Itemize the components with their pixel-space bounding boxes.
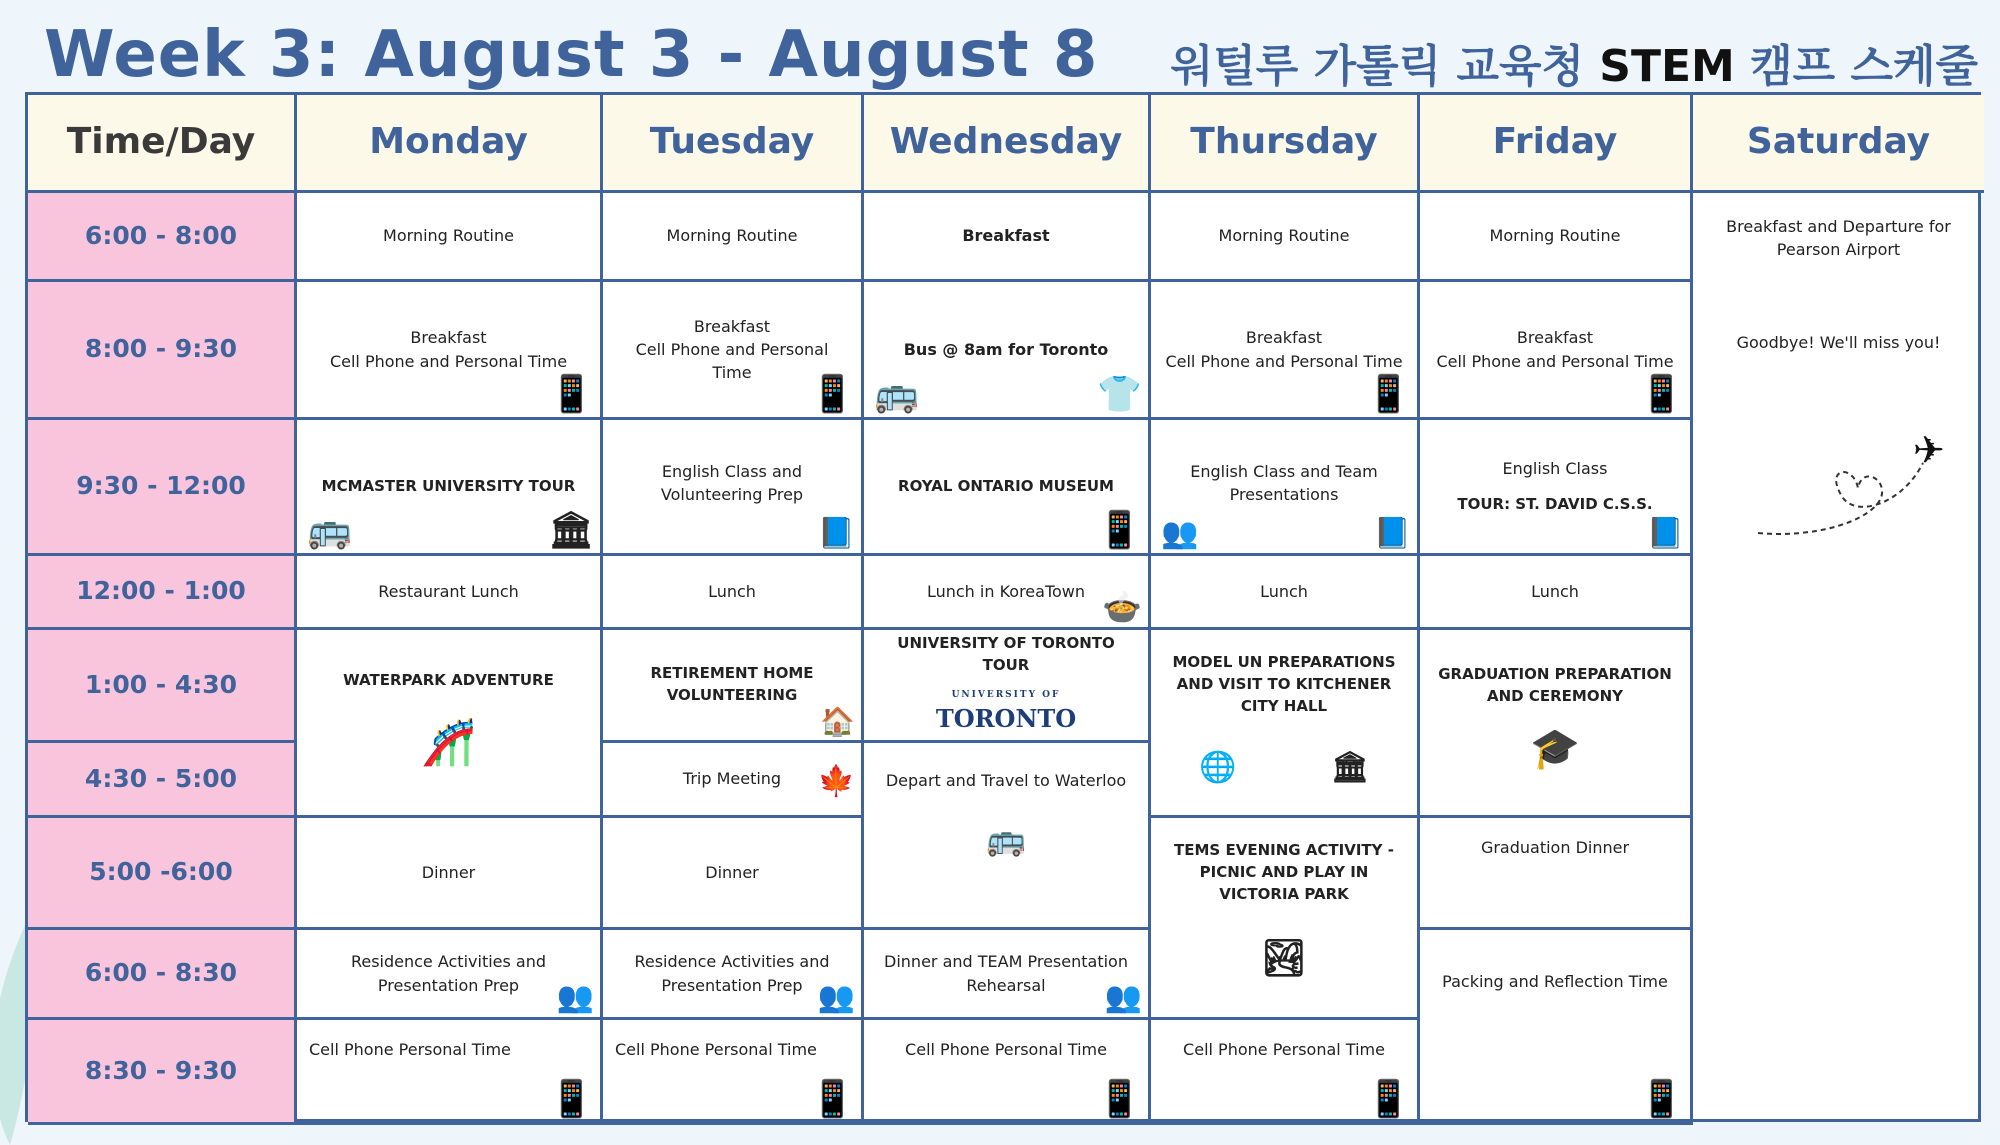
header-tuesday: Tuesday	[603, 95, 864, 193]
tuesday-english-class: English Class and Volunteering Prep 📘	[603, 420, 864, 556]
header-time-day: Time/Day	[28, 95, 297, 193]
tuesday-residence: Residence Activities and Presentation Prep 👥	[603, 930, 864, 1020]
thursday-english-class: English Class and Team Presentations 👥 📘	[1151, 420, 1420, 556]
home-icon: 🏠	[820, 705, 855, 738]
waterslide-icon: 🎢	[421, 717, 476, 769]
book-icon: 📘	[1646, 516, 1684, 551]
thursday-model-un: MODEL UN PREPARATIONS AND VISIT TO KITCHENER CITY HALL 🌐 🏛	[1151, 630, 1420, 818]
book-icon: 📘	[817, 516, 855, 551]
phone-icon: 📱	[1366, 374, 1411, 415]
friday-graduation-dinner: Graduation Dinner	[1420, 818, 1693, 930]
time-slot: 6:00 - 8:30	[28, 930, 297, 1020]
park-icon: 🏞	[1261, 938, 1307, 980]
time-slot: 9:30 - 12:00	[28, 420, 297, 556]
phone-icon: 📱	[1366, 1079, 1411, 1120]
team-icon: 👥	[1161, 516, 1199, 551]
tuesday-dinner: Dinner	[603, 818, 864, 930]
time-slot: 6:00 - 8:00	[28, 193, 297, 282]
monday-mcmaster-tour: MCMASTER UNIVERSITY TOUR 🚌 🏛	[297, 420, 603, 556]
friday-morning-routine: Morning Routine	[1420, 193, 1693, 282]
friday-breakfast: Breakfast Cell Phone and Personal Time 📱	[1420, 282, 1693, 420]
schedule-grid	[25, 92, 1981, 1122]
thursday-morning-routine: Morning Routine	[1151, 193, 1420, 282]
bus-icon: 🚌	[874, 374, 919, 415]
phone-icon: 📱	[1097, 510, 1142, 551]
tuesday-volunteering: RETIREMENT HOME VOLUNTEERING 🏠	[603, 630, 864, 743]
header-saturday: Saturday	[1693, 95, 1984, 193]
wednesday-breakfast: Breakfast	[864, 193, 1151, 282]
time-slot: 5:00 -6:00	[28, 818, 297, 930]
wednesday-rom: ROYAL ONTARIO MUSEUM 📱	[864, 420, 1151, 556]
phone-icon: 📱	[549, 374, 594, 415]
team-icon: 👥	[1104, 980, 1142, 1015]
phone-icon: 📱	[1639, 1079, 1684, 1120]
friday-english-tour: English Class TOUR: ST. DAVID C.S.S. 📘	[1420, 420, 1693, 556]
page-subtitle: 워털루 가톨릭 교육청 STEM 캠프 스케줄	[1170, 41, 1978, 92]
wednesday-depart-waterloo: Depart and Travel to Waterloo 🚌	[864, 743, 1151, 930]
thursday-phone-time: Cell Phone Personal Time 📱	[1151, 1020, 1420, 1125]
friday-graduation: GRADUATION PREPARATION AND CEREMONY 🎓	[1420, 630, 1693, 818]
tuesday-lunch: Lunch	[603, 556, 864, 630]
wednesday-lunch: Lunch in KoreaTown 🍲	[864, 556, 1151, 630]
header-wednesday: Wednesday	[864, 95, 1151, 193]
phone-icon: 📱	[1639, 374, 1684, 415]
maple-leaf-icon: 🍁	[817, 764, 855, 799]
thursday-tems-activity: TEMS EVENING ACTIVITY - PICNIC AND PLAY IN VICTORIA PARK 🏞	[1151, 818, 1420, 1020]
bus-icon: 🚌	[986, 820, 1026, 859]
tuesday-breakfast: Breakfast Cell Phone and Personal Time 📱	[603, 282, 864, 420]
tuesday-morning-routine: Morning Routine	[603, 193, 864, 282]
team-icon: 👥	[817, 980, 855, 1015]
time-slot: 1:00 - 4:30	[28, 630, 297, 743]
header-friday: Friday	[1420, 95, 1693, 193]
shirt-icon: 👕	[1097, 374, 1142, 415]
soup-icon: 🍲	[1102, 588, 1142, 626]
friday-packing: Packing and Reflection Time 📱	[1420, 930, 1693, 1125]
thursday-lunch: Lunch	[1151, 556, 1420, 630]
phone-icon: 📱	[1097, 1079, 1142, 1120]
uoft-logo: UNIVERSITY OF TORONTO	[935, 689, 1077, 733]
header-thursday: Thursday	[1151, 95, 1420, 193]
time-slot: 8:30 - 9:30	[28, 1020, 297, 1125]
page-title: Week 3: August 3 - August 8	[44, 18, 1099, 92]
saturday-column	[1693, 193, 1984, 1125]
book-icon: 📘	[1373, 516, 1411, 551]
phone-icon: 📱	[810, 374, 855, 415]
globe-icon: 🌐	[1199, 750, 1237, 785]
header-monday: Monday	[297, 95, 603, 193]
wednesday-bus-toronto: Bus @ 8am for Toronto 🚌 👕	[864, 282, 1151, 420]
monday-breakfast: Breakfast Cell Phone and Personal Time 📱	[297, 282, 603, 420]
bus-icon: 🚌	[307, 510, 352, 551]
plane-icon: ✈	[1913, 428, 1945, 472]
museum-icon: 🏛	[548, 510, 594, 551]
monday-residence: Residence Activities and Presentation Prep 👥	[297, 930, 603, 1020]
team-icon: 👥	[556, 980, 594, 1015]
monday-dinner: Dinner	[297, 818, 603, 930]
phone-icon: 📱	[549, 1079, 594, 1120]
saturday-departure: Breakfast and Departure for Pearson Airport	[1726, 217, 1951, 260]
wednesday-uoft-tour: UNIVERSITY OF TORONTO TOUR UNIVERSITY OF TORONTO	[864, 630, 1151, 743]
monday-phone-time: Cell Phone Personal Time 📱	[297, 1020, 603, 1125]
monday-lunch: Restaurant Lunch	[297, 556, 603, 630]
time-slot: 4:30 - 5:00	[28, 743, 297, 818]
wednesday-rehearsal: Dinner and TEAM Presentation Rehearsal 👥	[864, 930, 1151, 1020]
tuesday-trip-meeting: Trip Meeting 🍁	[603, 743, 864, 818]
friday-lunch: Lunch	[1420, 556, 1693, 630]
city-hall-icon: 🏛	[1330, 750, 1369, 785]
plane-heart-icon	[1753, 423, 1953, 563]
wednesday-phone-time: Cell Phone Personal Time 📱	[864, 1020, 1151, 1125]
saturday-goodbye: Goodbye! We'll miss you!	[1736, 333, 1941, 353]
phone-icon: 📱	[810, 1079, 855, 1120]
monday-morning-routine: Morning Routine	[297, 193, 603, 282]
thursday-breakfast: Breakfast Cell Phone and Personal Time 📱	[1151, 282, 1420, 420]
tuesday-phone-time: Cell Phone Personal Time 📱	[603, 1020, 864, 1125]
time-slot: 12:00 - 1:00	[28, 556, 297, 630]
time-slot: 8:00 - 9:30	[28, 282, 297, 420]
monday-waterpark: WATERPARK ADVENTURE 🎢	[297, 630, 603, 818]
graduation-cap-icon: 🎓	[1530, 725, 1580, 772]
